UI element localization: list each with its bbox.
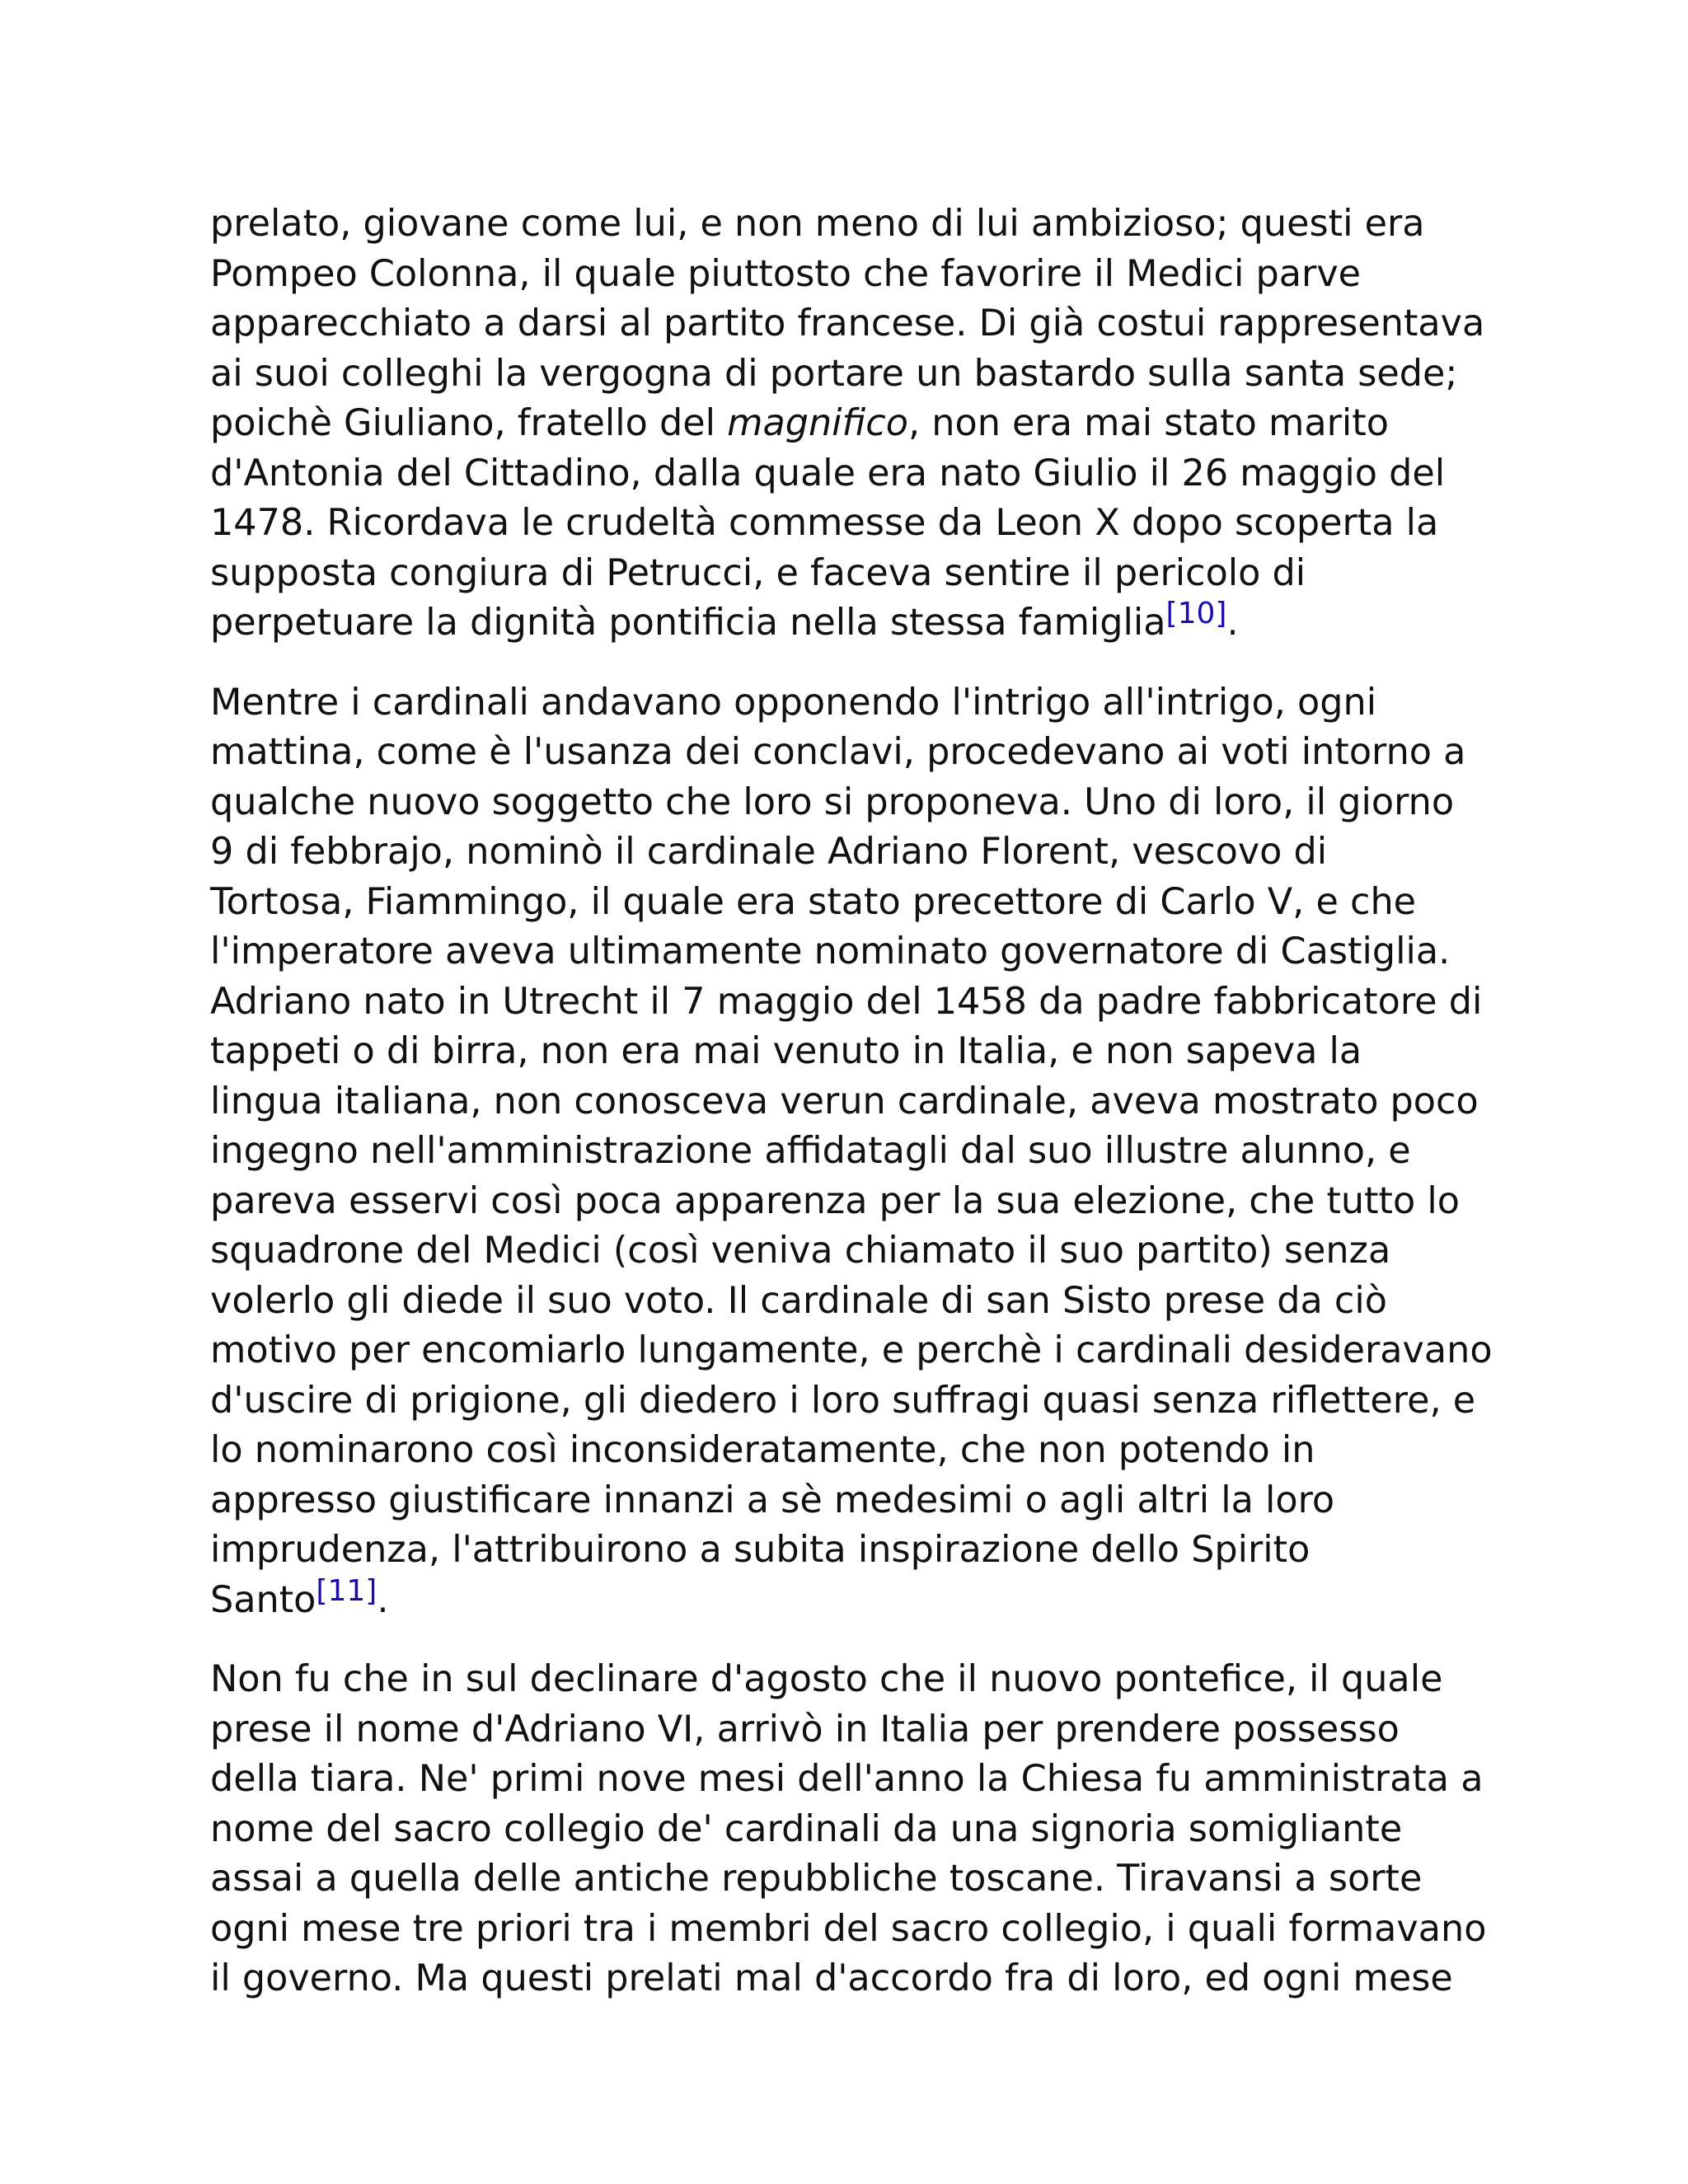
text-segment: poichè Giuliano, fratello del	[210, 402, 728, 444]
text-line: squadrone del Medici (così veniva chiamato il suo partito) senza	[210, 1230, 1391, 1272]
text-line: Pompeo Colonna, il quale piuttosto che favorire il Medici parve	[210, 252, 1362, 295]
text-line	[210, 598, 1496, 649]
text-line: ogni mese tre priori tra i membri del sacro collegio, i quali formavano	[210, 1907, 1487, 1950]
italic-term: magnifico	[727, 402, 908, 444]
text-line	[210, 399, 1496, 449]
text-line: volerlo gli diede il suo voto. Il cardinale di san Sisto prese da ciò	[210, 1279, 1387, 1322]
text-line: assai a quella delle antiche repubbliche toscane. Tiravansi a sorte	[210, 1858, 1423, 1900]
text-line: appresso giustificare innanzi a sè medesimi o agli altri la loro	[210, 1479, 1335, 1521]
text-line: nome del sacro collegio de' cardinali da una signoria somigliante	[210, 1807, 1403, 1850]
text-line: ingegno nell'amministrazione affidatagli dal suo illustre alunno, e	[210, 1130, 1411, 1172]
text-line: prelato, giovane come lui, e non meno di lui ambizioso; questi era	[210, 203, 1425, 245]
paragraph-3	[210, 1655, 1496, 2004]
text-line: pareva esservi così poca apparenza per la sua elezione, che tutto lo	[210, 1179, 1460, 1222]
paragraph-1	[210, 199, 1496, 649]
text-line	[210, 1573, 1496, 1626]
footnote-link-10[interactable]: [10]	[1165, 597, 1227, 630]
text-line: Non fu che in sul declinare d'agosto che il nuovo pontefice, il quale	[210, 1658, 1443, 1700]
footnote-link-11[interactable]: [11]	[316, 1573, 377, 1608]
text-line: 1478. Ricordava le crudeltà commesse da Leon X dopo scoperta la	[210, 502, 1439, 544]
text-line: Adriano nato in Utrecht il 7 maggio del 1458 da padre fabbricatore di	[210, 980, 1483, 1023]
text-line: mattina, come è l'usanza dei conclavi, procedevano ai voti intorno a	[210, 731, 1466, 773]
text-line: qualche nuovo soggetto che loro si proponeva. Uno di loro, il giorno	[210, 780, 1455, 823]
paragraph-2	[210, 678, 1496, 1626]
text-segment: Santo	[210, 1578, 316, 1621]
text-line: lingua italiana, non conosceva verun cardinale, aveva mostrato poco	[210, 1080, 1479, 1122]
text-line: motivo per encomiarlo lungamente, e perchè i cardinali desideravano	[210, 1329, 1493, 1371]
text-line: apparecchiato a darsi al partito francese. Di già costui rappresentava	[210, 302, 1485, 344]
text-line: l'imperatore aveva ultimamente nominato governatore di Castiglia.	[210, 930, 1451, 972]
text-line: il governo. Ma questi prelati mal d'accordo fra di loro, ed ogni mese	[210, 1957, 1453, 1999]
text-segment: .	[377, 1578, 389, 1621]
text-line: ai suoi colleghi la vergogna di portare un bastardo sulla santa sede;	[210, 352, 1458, 395]
text-line: prese il nome d'Adriano VI, arrivò in Italia per prendere possesso	[210, 1708, 1400, 1750]
text-line: Mentre i cardinali andavano opponendo l'intrigo all'intrigo, ogni	[210, 681, 1377, 724]
text-line: lo nominarono così inconsideratamente, che non potendo in	[210, 1429, 1315, 1471]
text-line: imprudenza, l'attribuirono a subita inspirazione dello Spirito	[210, 1529, 1311, 1571]
text-line: della tiara. Ne' primi nove mesi dell'anno la Chiesa fu amministrata a	[210, 1758, 1484, 1800]
text-line: d'Antonia del Cittadino, dalla quale era nato Giulio il 26 maggio del	[210, 452, 1446, 494]
text-segment: perpetuare la dignità pontificia nella stessa famiglia	[210, 602, 1166, 644]
text-line: tappeti o di birra, non era mai venuto in Italia, e non sapeva la	[210, 1030, 1362, 1072]
text-line: 9 di febbrajo, nominò il cardinale Adriano Florent, vescovo di	[210, 831, 1328, 873]
text-line: supposta congiura di Petrucci, e faceva sentire il pericolo di	[210, 551, 1306, 594]
document-page	[210, 199, 1496, 2034]
text-segment: , non era mai stato marito	[907, 402, 1389, 444]
text-segment: .	[1226, 602, 1239, 644]
text-line: d'uscire di prigione, gli diedero i loro suffragi quasi senza riflettere, e	[210, 1379, 1476, 1422]
text-line: Tortosa, Fiammingo, il quale era stato precettore di Carlo V, e che	[210, 880, 1417, 923]
